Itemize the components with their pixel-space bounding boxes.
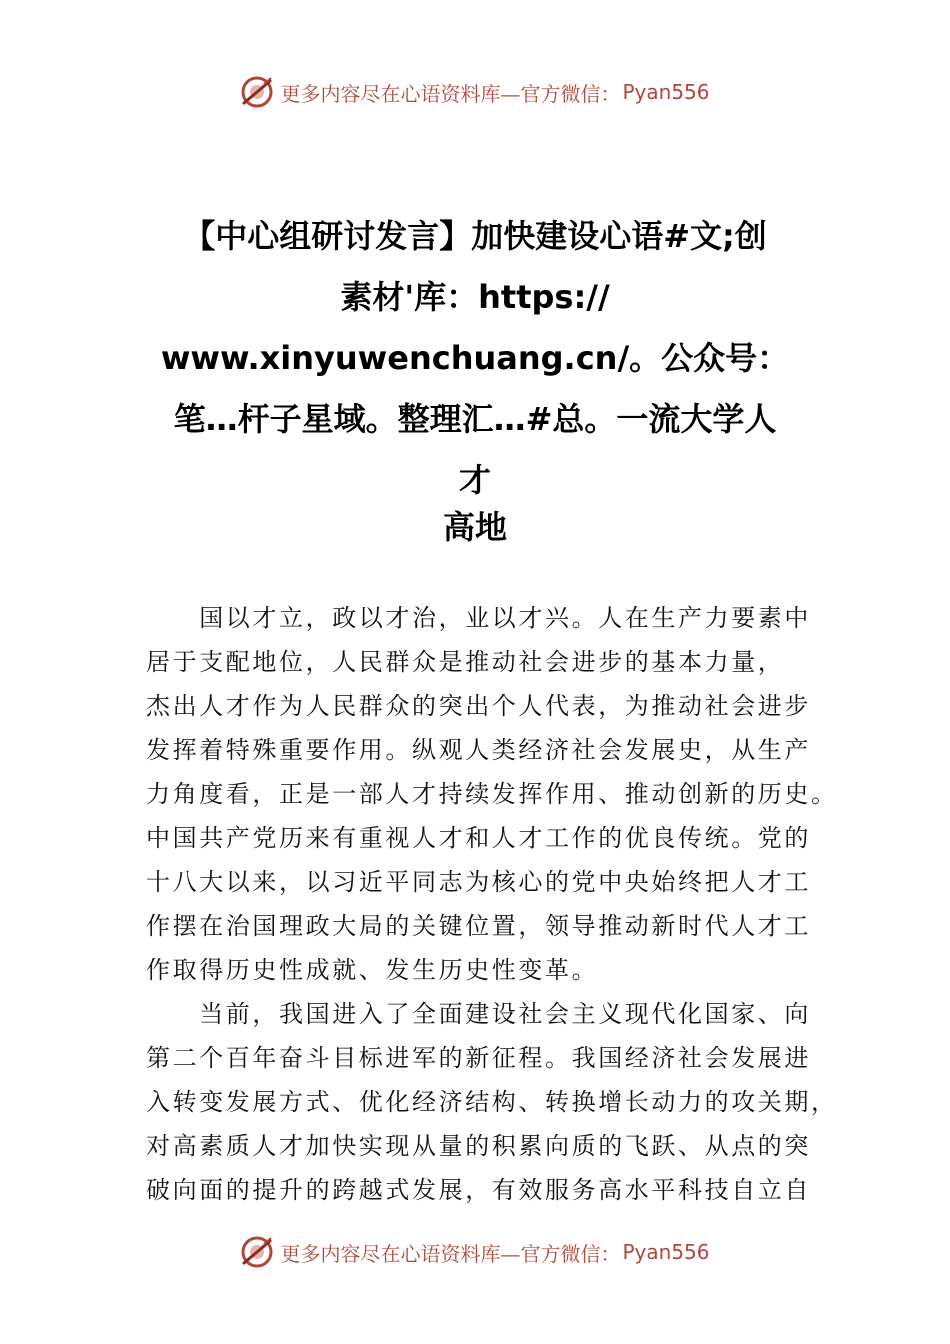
- header-banner: [0, 70, 950, 114]
- footer-banner: [0, 1230, 950, 1274]
- title-subtitle: 高地: [442, 508, 507, 546]
- body-line: 十八大以来，以习近平同志为核心的党中央始终把人才工: [146, 868, 811, 896]
- body-line: 入转变发展方式、优化经济结构、转换增长动力的攻关期，: [146, 1088, 838, 1116]
- body-line: 中国共产党历来有重视人才和人才工作的优良传统。党的: [146, 824, 811, 852]
- title-line: 才: [458, 461, 491, 499]
- body-line: 作摆在治国理政大局的关键位置，领导推动新时代人才工: [146, 912, 811, 940]
- body-line: 第二个百年奋斗目标进军的新征程。我国经济社会发展进: [146, 1044, 811, 1072]
- footer-wechat-id: Pyan556: [622, 1240, 710, 1264]
- footer-banner-text: 更多内容尽在心语资料库—官方微信：: [280, 1241, 621, 1266]
- body-line: 杰出人才作为人民群众的突出个人代表，为推动社会进步: [146, 692, 811, 720]
- document-body: [146, 596, 836, 1212]
- title-line: www.xinyuwenchuang.cn/。公众号：: [160, 339, 790, 377]
- header-wechat-id: Pyan556: [622, 80, 710, 104]
- title-line: 【中心组研讨发言】加快建设心语#文;创: [183, 217, 767, 255]
- body-line: 发挥着特殊重要作用。纵观人类经济社会发展史，从生产: [146, 736, 811, 764]
- body-line: 国以才立，政以才治，业以才兴。人在生产力要素中: [146, 604, 811, 632]
- body-line: 当前，我国进入了全面建设社会主义现代化国家、向: [146, 1000, 811, 1028]
- document-title: [100, 206, 850, 547]
- brand-logo-icon: [240, 1235, 274, 1269]
- body-line: 居于支配地位，人民群众是推动社会进步的基本力量，: [146, 648, 785, 676]
- body-line: 对高素质人才加快实现从量的积累向质的飞跃、从点的突: [146, 1132, 811, 1160]
- brand-logo-icon: [240, 75, 274, 109]
- title-line: 笔…杆子星域。整理汇…#总。一流大学人: [173, 400, 777, 438]
- body-line: 作取得历史性成就、发生历史性变革。: [146, 956, 599, 984]
- body-line: 破向面的提升的跨越式发展，有效服务高水平科技自立自: [146, 1176, 811, 1204]
- body-line: 力角度看，正是一部人才持续发挥作用、推动创新的历史。: [146, 780, 838, 808]
- header-banner-text: 更多内容尽在心语资料库—官方微信：: [280, 81, 621, 106]
- title-line: 素材'库：https://: [340, 278, 610, 316]
